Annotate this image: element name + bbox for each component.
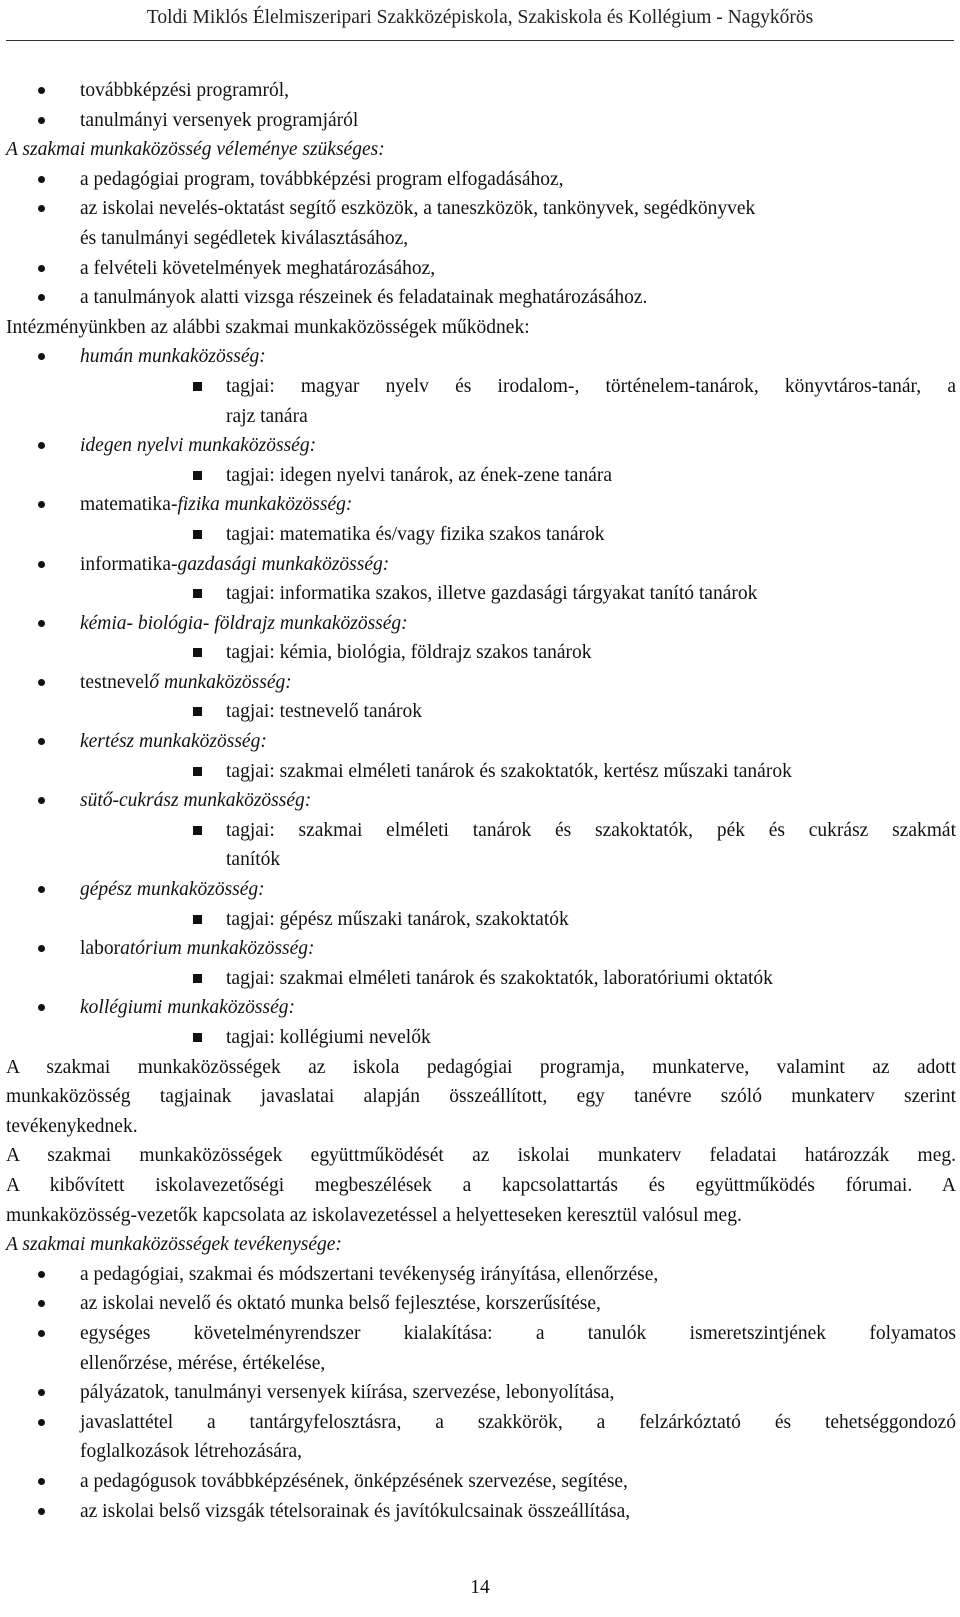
activity-item [6,1289,956,1319]
square-bullet-icon [193,530,202,539]
workgroup-members [6,520,956,550]
bullet-icon [38,205,45,212]
paragraph-cooperation: A szakmai munkaközösségek együttműködését az iskolai munkaterv feladatai határozzák meg. A kibővített iskolavezetőségi megbeszélések a kapcsolattartás és együttműködés fórumai. A munkaközösség-vezetők kapcsolata az iskolavezetéssel a helyetteseken keresztül valósul meg. [6,1145,956,1226]
bullet-icon [38,738,45,745]
bullet-icon [38,176,45,183]
square-bullet-icon [193,974,202,983]
activity-list [6,1260,956,1526]
workgroup-list [6,342,956,1052]
bullet-icon [38,265,45,272]
workgroup-name: atórium munkaközösség: [120,938,315,960]
workgroup-members-line: tagjai: kémia, biológia, földrajz szakos tanárok [226,642,592,664]
workgroup-name: gépész munkaközösség: [80,879,265,901]
workgroup-members-line: tagjai: matematika és/vagy fizika szakos tanárok [226,523,605,545]
page-number: 14 [470,1577,490,1598]
workgroup-members-line: tagjai: gépész műszaki tanárok, szakoktatók [226,908,569,930]
activity-line: az iskolai nevelő és oktató munka belső fejlesztése, korszerűsítése, [80,1293,601,1315]
paragraph-workplan: A szakmai munkaközösségek az iskola pedagógiai programja, munkaterve, valamint az adott munkaközösség tagjainak javaslatai alapján összeállított, egy tanévre szóló munkaterv szerint tevékenykednek. [6,1056,956,1137]
bullet-icon [38,620,45,627]
square-bullet-icon [193,915,202,924]
square-bullet-icon [193,1033,202,1042]
bullet-icon [38,1389,45,1396]
list-item: tanulmányi versenyek programjáról [6,106,956,136]
activity-line: a pedagógusok továbbképzésének, önképzésének szervezése, segítése, [80,1470,628,1492]
bullet-icon [38,886,45,893]
activity-item [6,1408,956,1467]
workgroup-name: idegen nyelvi munkaközösség: [80,435,317,457]
workgroup-members [6,372,956,431]
square-bullet-icon [193,589,202,598]
workgroup-members [6,638,956,668]
bullet-icon [38,561,45,568]
workgroup-name: kertész munkaközösség: [80,731,267,753]
workgroup-name-prefix: informatika- [80,553,178,575]
workgroup-name: sütő-cukrász munkaközösség: [80,790,312,812]
bullet-icon [38,797,45,804]
bullet-icon [38,1300,45,1307]
activity-line: az iskolai belső vizsgák tételsorainak és javítókulcsainak összeállítása, [80,1500,631,1522]
workgroup-item [6,993,956,1023]
list-item: a tanulmányok alatti vizsga részeinek és feladatainak meghatározásához. [6,283,956,313]
workgroup-name-prefix: labor [80,938,121,960]
workgroup-name: ő munkaközösség: [149,671,292,693]
activity-item [6,1260,956,1290]
list-item: a felvételi követelmények meghatározásához, [6,254,956,284]
workgroup-members [6,964,956,994]
workgroup-item [6,934,956,964]
square-bullet-icon [193,707,202,716]
workgroup-item [6,727,956,757]
header-divider [6,40,954,41]
bullet-icon [38,294,45,301]
square-bullet-icon [193,648,202,657]
workgroup-item [6,609,956,639]
workgroup-members [6,579,956,609]
bullet-icon [38,1419,45,1426]
workgroup-item [6,431,956,461]
activity-item [6,1319,956,1378]
workgroup-members-line: tagjai: testnevelő tanárok [226,701,423,723]
workgroup-name: kollégiumi munkaközösség: [80,997,295,1019]
workgroup-members [6,757,956,787]
workgroup-members-line: tagjai: kollégiumi nevelők [226,1027,431,1048]
bullet-icon [38,501,45,508]
bullet-icon [38,87,45,94]
workgroup-name: fizika munkaközösség: [177,494,353,516]
workgroup-members-line: tagjai: szakmai elméleti tanárok és szakoktatók, laboratóriumi oktatók [226,967,773,989]
workgroup-members [6,905,956,935]
list-item: továbbképzési programról, [6,76,956,106]
activity-line: egységes követelményrendszer kialakítása: a tanulók ismeretszintjének folyamatos [80,1322,956,1344]
section-heading-activities: A szakmai munkaközösségek tevékenysége: [6,1234,342,1256]
list-item: az iskolai nevelés-oktatást segítő eszközök, a taneszközök, tankönyvek, segédkönyvek és tanulmányi segédletek kiválasztásához, [6,194,956,253]
workgroup-item [6,668,956,698]
square-bullet-icon [193,471,202,480]
bullet-icon [38,1478,45,1485]
section-heading-workgroups: Intézményünkben az alábbi szakmai munkaközösségek működnek: [6,316,530,338]
activity-line: pályázatok, tanulmányi versenyek kiírása, szervezése, lebonyolítása, [80,1382,615,1404]
workgroup-members [6,697,956,727]
workgroup-members [6,1023,956,1053]
square-bullet-icon [193,767,202,776]
workgroup-members [6,816,956,875]
workgroup-members-line: tagjai: szakmai elméleti tanárok és szakoktatók, pék és cukrász szakmát [226,819,956,841]
workgroup-item [6,342,956,372]
bullet-icon [38,1330,45,1337]
list-item: a pedagógiai program, továbbképzési program elfogadásához, [6,165,956,195]
bullet-icon [38,353,45,360]
bullet-icon [38,442,45,449]
square-bullet-icon [193,382,202,391]
activity-line: javaslattétel a tantárgyfelosztásra, a szakkörök, a felzárkóztató és tehetséggondozó [80,1411,956,1433]
section-heading-opinion: A szakmai munkaközösség véleménye szükséges: [6,139,385,161]
workgroup-members-line: tagjai: idegen nyelvi tanárok, az ének-zene tanára [226,464,613,486]
workgroup-item [6,786,956,816]
activity-line: a pedagógiai, szakmai és módszertani tevékenység irányítása, ellenőrzése, [80,1263,659,1285]
bullet-icon [38,1004,45,1011]
workgroup-name: gazdasági munkaközösség: [177,553,390,575]
workgroup-members-line: tagjai: szakmai elméleti tanárok és szakoktatók, kertész műszaki tanárok [226,760,792,782]
bullet-icon [38,945,45,952]
page-header: Toldi Miklós Élelmiszeripari Szakközépiskola, Szakiskola és Kollégium - Nagykőrös [146,7,814,28]
workgroup-item [6,490,956,520]
workgroup-members-line: rajz tanára [226,405,308,427]
workgroup-members [6,461,956,491]
workgroup-members-line: tagjai: magyar nyelv és irodalom-, történelem-tanárok, könyvtáros-tanár, a [226,375,956,397]
workgroup-members-line: tagjai: informatika szakos, illetve gazdasági tárgyakat tanító tanárok [226,583,758,605]
activity-line: ellenőrzése, mérése, értékelése, [80,1352,326,1374]
activity-line: foglalkozások létrehozására, [80,1441,302,1463]
activity-item [6,1467,956,1497]
activity-item [6,1497,956,1527]
bullet-icon [38,679,45,686]
square-bullet-icon [193,826,202,835]
page-content [6,76,956,1526]
workgroup-item [6,875,956,905]
workgroup-name: humán munkaközösség: [80,346,266,368]
workgroup-name-prefix: matematika- [80,494,178,516]
bullet-icon [38,117,45,124]
bullet-icon [38,1508,45,1515]
workgroup-name-prefix: testnevel [80,671,150,693]
workgroup-item [6,550,956,580]
workgroup-name: kémia- biológia- földrajz munkaközösség: [80,612,408,634]
activity-item [6,1378,956,1408]
workgroup-members-line: tanítók [226,849,281,871]
bullet-icon [38,1271,45,1278]
